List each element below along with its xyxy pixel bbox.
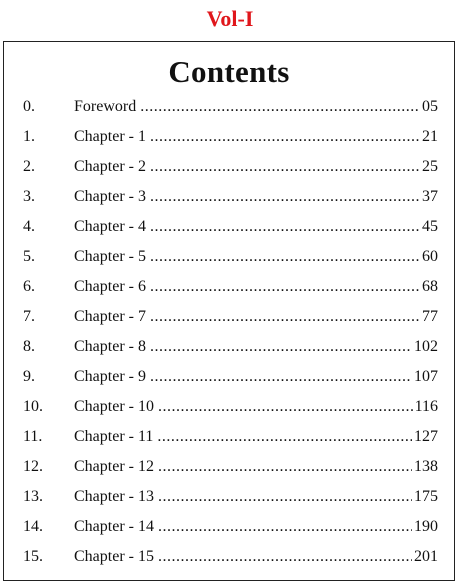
entry-title: Chapter - 1 [74, 128, 146, 145]
page-title: Contents [168, 54, 290, 89]
entry-page-number: 45 [422, 218, 438, 235]
entry-title: Chapter - 15 [74, 548, 154, 565]
entry-page-number: 77 [422, 308, 438, 325]
entry-number: 8. [23, 338, 35, 355]
entry-page-number: 190 [414, 518, 438, 535]
dot-leader [158, 398, 413, 416]
entry-title: Chapter - 12 [74, 458, 154, 475]
entry-title: Chapter - 6 [74, 278, 146, 295]
dot-leader [158, 548, 412, 566]
entry-page-number: 05 [422, 98, 438, 115]
toc-entry [23, 158, 438, 188]
entry-number: 12. [23, 458, 43, 475]
entry-title: Chapter - 11 [74, 428, 154, 445]
dot-leader [157, 428, 412, 446]
entry-title: Chapter - 9 [74, 368, 146, 385]
entry-title: Foreword [74, 98, 137, 115]
dot-leader [150, 188, 420, 206]
entry-page-number: 138 [414, 458, 438, 475]
entry-title: Chapter - 5 [74, 248, 146, 265]
entry-page-number: 201 [414, 548, 438, 565]
entry-page-number: 127 [414, 428, 438, 445]
entry-page-number: 37 [422, 188, 438, 205]
entry-title: Chapter - 7 [74, 308, 146, 325]
toc-entry [23, 188, 438, 218]
toc-entry [23, 308, 438, 338]
entry-number: 1. [23, 128, 35, 145]
entry-number: 7. [23, 308, 35, 325]
entry-title: Chapter - 8 [74, 338, 146, 355]
entry-title: Chapter - 4 [74, 218, 146, 235]
dot-leader [150, 338, 412, 356]
toc-entry [23, 248, 438, 278]
table-of-contents [23, 98, 438, 578]
toc-entry [23, 518, 438, 548]
entry-number: 11. [23, 428, 43, 445]
entry-number: 0. [23, 98, 35, 115]
toc-entry [23, 338, 438, 368]
entry-page-number: 60 [422, 248, 438, 265]
toc-entry [23, 278, 438, 308]
entry-number: 13. [23, 488, 43, 505]
entry-page-number: 107 [414, 368, 438, 385]
entry-number: 10. [23, 398, 43, 415]
entry-page-number: 175 [414, 488, 438, 505]
entry-title: Chapter - 14 [74, 518, 154, 535]
toc-entry [23, 128, 438, 158]
toc-entry [23, 428, 438, 458]
entry-title: Chapter - 13 [74, 488, 154, 505]
volume-label: Vol-I [206, 6, 254, 31]
dot-leader [150, 218, 420, 236]
entry-number: 4. [23, 218, 35, 235]
toc-entry [23, 218, 438, 248]
dot-leader [150, 278, 420, 296]
entry-number: 6. [23, 278, 35, 295]
entry-number: 3. [23, 188, 35, 205]
entry-title: Chapter - 3 [74, 188, 146, 205]
toc-entry [23, 458, 438, 488]
dot-leader [158, 458, 412, 476]
toc-entry [23, 368, 438, 398]
entry-page-number: 102 [414, 338, 438, 355]
entry-title: Chapter - 2 [74, 158, 146, 175]
dot-leader [150, 308, 420, 326]
entry-page-number: 116 [414, 398, 438, 415]
toc-entry [23, 98, 438, 128]
entry-number: 9. [23, 368, 35, 385]
dot-leader [150, 158, 420, 176]
dot-leader [158, 518, 412, 536]
toc-entry [23, 548, 438, 578]
entry-number: 15. [23, 548, 43, 565]
entry-number: 14. [23, 518, 43, 535]
dot-leader [150, 368, 412, 386]
entry-number: 2. [23, 158, 35, 175]
entry-page-number: 25 [422, 158, 438, 175]
entry-page-number: 68 [422, 278, 438, 295]
dot-leader [140, 98, 420, 116]
entry-number: 5. [23, 248, 35, 265]
dot-leader [150, 248, 420, 266]
dot-leader [158, 488, 412, 506]
entry-title: Chapter - 10 [74, 398, 154, 415]
dot-leader [150, 128, 420, 146]
toc-entry [23, 398, 438, 428]
toc-entry [23, 488, 438, 518]
entry-page-number: 21 [422, 128, 438, 145]
contents-frame [3, 41, 455, 581]
